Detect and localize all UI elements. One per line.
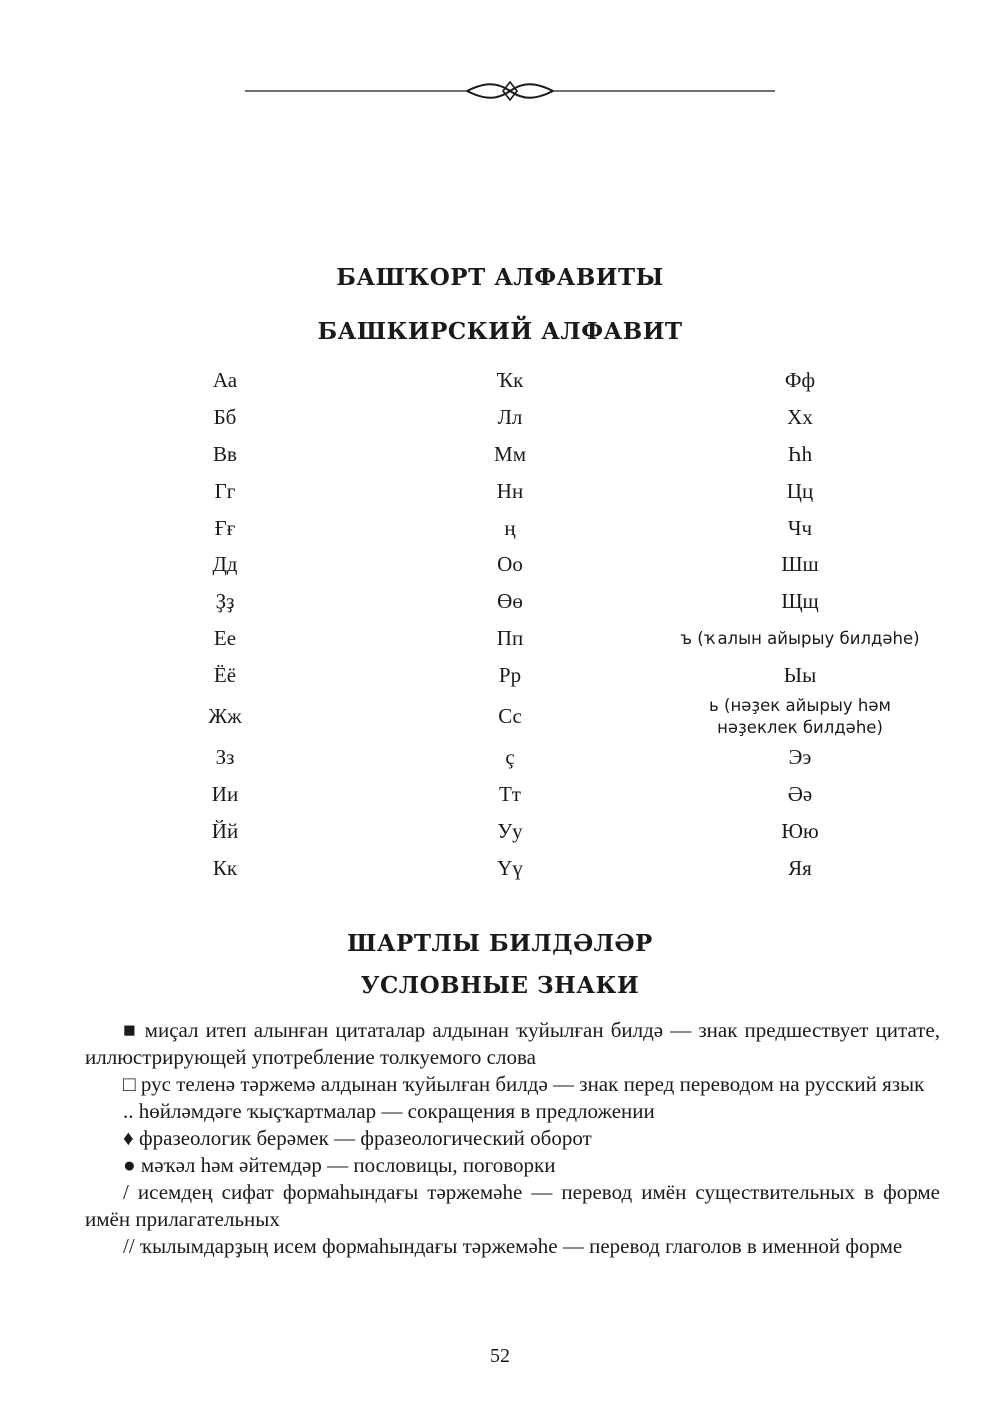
alphabet-letter: Гг [214,478,236,503]
ornament-divider [245,78,775,104]
alphabet-row [0,694,1000,739]
alphabet-letter: Жж [208,704,242,729]
alphabet-letter: Кк [212,855,238,880]
alphabet-letter: Пп [496,626,524,651]
alphabet-letter: Тт [498,781,521,806]
alphabet-table [0,362,1000,887]
page-number: 52 [490,1345,510,1367]
alphabet-letter: Йй [211,818,239,843]
alphabet-letter: Зз [215,744,235,769]
alphabet-row [0,436,1000,473]
alphabet-letter: Ҡк [496,367,524,392]
alphabet-letter: Вв [213,441,237,466]
alphabet-title-bashkir: БАШҠОРТ АЛФАВИТЫ [336,264,664,291]
alphabet-letter: Фф [784,367,816,392]
alphabet-row [0,473,1000,510]
alphabet-letter: Ҙҙ [215,589,235,614]
alphabet-letter: Аа [212,367,238,392]
symbol-legend-item: // ҡылымдарҙың исем формаһындағы тәржемәһе — перевод глаголов в именной форме [123,1234,903,1258]
alphabet-letter: Шш [781,552,819,577]
symbol-legend-item: / исемдең сифат формаһындағы тәржемәһе — перевод имён существительных в форме имён прилагательных [85,1180,940,1231]
alphabet-letter: Чч [787,515,813,540]
alphabet-letter: Ғғ [214,515,236,540]
alphabet-letter: Ее [213,626,237,651]
alphabet-row [0,850,1000,887]
alphabet-letter: Дд [212,552,238,577]
alphabet-letter: Рр [498,663,522,688]
alphabet-letter: Бб [213,404,237,429]
alphabet-letter: Лл [497,404,523,429]
alphabet-row [0,657,1000,694]
alphabet-letter: Әә [787,781,813,806]
symbol-legend-item: .. һөйләмдәге ҡыçҡартмалар — сокращения в предложении [123,1099,655,1123]
alphabet-row [0,776,1000,813]
symbol-legend-item: ♦ фразеологик берәмек — фразеологический оборот [123,1126,592,1150]
alphabet-letter: Щщ [781,589,819,614]
symbols-list [85,1017,940,1260]
alphabet-letter: Үү [497,855,523,880]
alphabet-letter: ң [504,515,516,540]
alphabet-letter: Ии [211,781,239,806]
alphabet-row [0,546,1000,583]
symbol-legend-item: ● мәҡәл һәм әйтемдәр — пословицы, поговорки [123,1153,556,1177]
alphabet-row [0,813,1000,850]
alphabet-row [0,739,1000,776]
alphabet-letter: Цц [786,478,814,503]
alphabet-letter: Нн [496,478,524,503]
symbol-legend-item: ■ миçал итеп алынған цитаталар алдынан ҡуйылған билдә — знак предшествует цитате, иллюстрирующей употребление толкуемого слова [85,1018,940,1069]
alphabet-letter: Сс [498,704,522,729]
alphabet-letter: ъ (ҡалын айырыу билдәһе) [680,628,920,648]
alphabet-letter: Хх [787,404,813,429]
alphabet-letter: Мм [494,441,526,466]
alphabet-row [0,620,1000,657]
alphabet-letter: ь (нәҙек айырыу һәм нәҙеклек билдәһе) [709,695,891,737]
alphabet-letter: ç [505,744,515,769]
alphabet-letter: Ээ [788,744,812,769]
alphabet-title-russian: БАШКИРСКИЙ АЛФАВИТ [317,318,683,345]
alphabet-row [0,362,1000,399]
alphabet-row [0,583,1000,620]
alphabet-letter: Ыы [783,663,817,688]
symbols-title-bashkir: ШАРТЛЫ БИЛДӘЛӘР [347,930,653,957]
alphabet-letter: Өө [497,589,523,614]
symbol-legend-item: □ рус теленә тәржемә алдынан ҡуйылған билдә — знак перед переводом на русский язык [123,1072,925,1096]
alphabet-row [0,399,1000,436]
alphabet-letter: Юю [781,818,819,843]
alphabet-letter: Уу [497,818,523,843]
alphabet-letter: Оо [497,552,523,577]
alphabet-letter: Ёё [213,663,237,688]
alphabet-letter: Һһ [787,441,813,466]
alphabet-row [0,510,1000,547]
alphabet-letter: Яя [788,855,812,880]
symbols-title-russian: УСЛОВНЫЕ ЗНАКИ [360,972,640,999]
